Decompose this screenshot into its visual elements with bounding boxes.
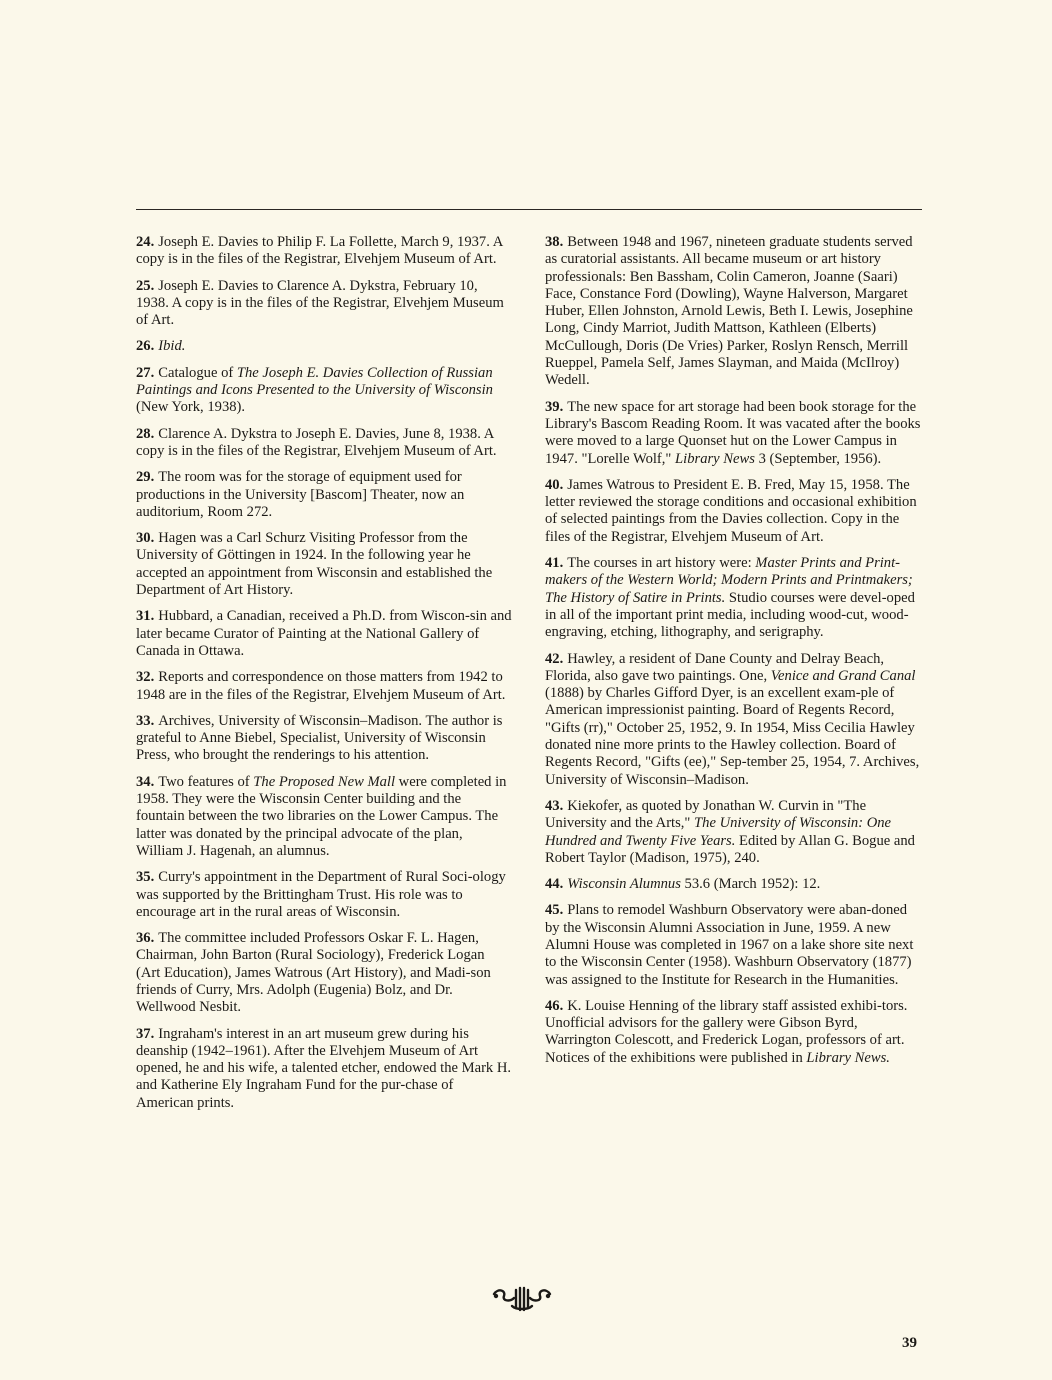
footnote-27 <box>136 365 512 417</box>
footnote-number: 24. <box>136 234 155 250</box>
footnote-34 <box>136 774 512 860</box>
footnote-text: Clarence A. Dykstra to Joseph E. Davies, June 8, 1938. A copy is in the files of the Registrar, Elvehjem Museum of Art. <box>136 425 497 459</box>
footnote-number: 38. <box>545 234 564 250</box>
footnote-number: 29. <box>136 469 155 486</box>
footnote-italic-text: Ibid. <box>158 338 186 355</box>
footnote-41 <box>545 555 921 641</box>
footnote-30 <box>136 530 512 599</box>
footnote-32 <box>136 669 512 704</box>
footnote-number: 34. <box>136 773 155 790</box>
footnote-text: Edited by Allan G. Bogue and Robert Taylor (Madison, 1975), 240. <box>545 832 915 866</box>
footnote-number: 31. <box>136 608 155 625</box>
footnote-44 <box>545 876 921 893</box>
footnote-text: Joseph E. Davies to Clarence A. Dykstra, February 10, 1938. A copy is in the files of the Registrar, Elvehjem Museum of Art. <box>136 277 504 329</box>
footnote-text: Catalogue of <box>158 364 237 381</box>
footnote-text: Between 1948 and 1967, nineteen graduate students served as curatorial assistants. All became museum or art history professionals: Ben Bassham, Colin Cameron, Joanne (Saari) Face, Constance Ford (Dowling), Wayne Halverson, Margaret Huber, Ellen Johnston, Arnold Lewis, Beth I. Lewis, Josephine Long, Cindy Marriot, Judith Mattson, Kathleen (Elberts) McCullough, Doris (De Vries) Parker, Roslyn Rensch, Merrill Rueppel, Pamela Self, James Slayman, and Maida (McIlroy) Wedell. <box>545 234 913 389</box>
footnote-text: The committee included Professors Oskar F. L. Hagen, Chairman, John Barton (Rural Sociology), Frederick Logan (Art Education), James Watrous (Art History), and Madi-son friends of Curry, Mrs. Adolph (Eugenia) Bolz, and Dr. Wellwood Nesbit. <box>136 930 491 1016</box>
page-number: 39 <box>902 1335 917 1351</box>
footnote-42 <box>545 651 921 789</box>
footnote-number: 33. <box>136 712 155 729</box>
footnote-text: Plans to remodel Washburn Observatory were aban-doned by the Wisconsin Alumni Association in June, 1959. A new Alumni House was completed in 1967 on a lake shore site next to the Wisconsin Center (1958). Washburn Observatory (1877) was assigned to the Institute for Research in the Humanities. <box>545 902 914 988</box>
footnote-text: (New York, 1938). <box>136 399 246 416</box>
footnote-italic-text: Venice and Grand Canal <box>770 667 916 684</box>
footnote-40 <box>545 477 921 546</box>
footnote-number: 43. <box>545 797 564 814</box>
footnote-number: 35. <box>136 869 155 886</box>
footnote-43 <box>545 798 921 867</box>
footnote-35 <box>136 869 512 921</box>
footnote-italic-text: The Joseph E. Davies Collection of Russian Paintings and Icons Presented to the University of Wisconsin <box>136 364 493 399</box>
footnote-text: Reports and correspondence on those matters from 1942 to 1948 are in the files of the Registrar, Elvehjem Museum of Art. <box>136 669 506 703</box>
footnote-29 <box>136 469 512 521</box>
footnote-text: K. Louise Henning of the library staff assisted exhibi-tors. Unofficial advisors for the gallery were Gibson Byrd, Warrington Colescott, and Frederick Logan, professors of art. Notices of the exhibitions were published in <box>545 997 908 1066</box>
footnote-number: 32. <box>136 669 155 686</box>
footnote-text: Archives, University of Wisconsin–Madison. The author is grateful to Anne Biebel, Specialist, University of Wisconsin Press, who brought the renderings to his attention. <box>136 712 503 764</box>
footnote-36 <box>136 930 512 1016</box>
footnote-number: 26. <box>136 338 155 355</box>
footnote-number: 45. <box>545 902 564 919</box>
footnote-text: Curry's appointment in the Department of Rural Soci-ology was supported by the Brittingham Trust. His role was to encourage art in the rural areas of Wisconsin. <box>136 869 506 920</box>
footnote-number: 40. <box>545 476 564 493</box>
footnote-text: Two features of <box>158 773 254 790</box>
footnote-number: 42. <box>545 650 564 667</box>
footnote-text: Joseph E. Davies to Philip F. La Follette, March 9, 1937. A copy is in the files of the Registrar, Elvehjem Museum of Art. <box>136 234 503 268</box>
footnote-26 <box>136 338 512 355</box>
footnote-number: 41. <box>545 555 564 572</box>
footnote-number: 27. <box>136 364 155 381</box>
footnote-text: The courses in art history were: <box>567 555 756 572</box>
footnote-text: (1888) by Charles Gifford Dyer, is an excellent exam-ple of American impressionist painting. Board of Regents Record, "Gifts (rr)," October 25, 1952, 9. In 1954, Miss Cecilia Hawley donated nine more prints to the Hawley collection. Board of Regents Record, "Gifts (ee)," Sep-tember 25, 1954, 7. Archives, University of Wisconsin–Madison. <box>545 685 920 788</box>
footnote-24 <box>136 234 512 269</box>
footnote-italic-text: Library News. <box>806 1049 890 1066</box>
footnote-33 <box>136 713 512 765</box>
footnote-number: 37. <box>136 1025 155 1042</box>
footnote-text: Hagen was a Carl Schurz Visiting Professor from the University of Göttingen in 1924. In the following year he accepted an appointment from Wisconsin and established the Department of Art History. <box>136 530 493 599</box>
footnote-37 <box>136 1026 512 1112</box>
footnote-text: Kiekofer, as quoted by Jonathan W. Curvin in "The University and the Arts," <box>545 797 867 832</box>
footnote-46 <box>545 998 921 1067</box>
footnote-text: were completed in 1958. They were the Wisconsin Center building and the fountain between the two libraries on the Lower Campus. The latter was donated by the principal advocate of the plan, William J. Hagenah, an alumnus. <box>136 773 507 859</box>
footnote-italic-text: Library News <box>675 450 755 467</box>
footnote-31 <box>136 608 512 660</box>
fleuron-ornament-icon <box>490 1284 554 1312</box>
footnote-number: 46. <box>545 997 564 1014</box>
footnote-number: 30. <box>136 530 155 547</box>
notes-column-left <box>136 234 512 1121</box>
footnote-45 <box>545 902 921 988</box>
footnote-28 <box>136 426 512 461</box>
footnote-text: James Watrous to President E. B. Fred, May 15, 1958. The letter reviewed the storage conditions and occasional exhibition of selected paintings from the Davies collection. Copy in the files of the Registrar, Elvehjem Museum of Art. <box>545 476 917 545</box>
footnote-25 <box>136 278 512 330</box>
footnote-number: 25. <box>136 277 155 294</box>
footnote-text: Hubbard, a Canadian, received a Ph.D. from Wiscon-sin and later became Curator of Painting at the National Gallery of Canada in Ottawa. <box>136 608 512 659</box>
footnote-text: 3 (September, 1956). <box>754 450 882 467</box>
footnote-38 <box>545 234 921 390</box>
footnote-39 <box>545 399 921 468</box>
footnote-text: The room was for the storage of equipment used for productions in the University [Bascom] Theater, now an auditorium, Room 272. <box>136 469 465 520</box>
footnote-text: The new space for art storage had been book storage for the Library's Bascom Reading Room. It was vacated after the books were moved to a large Quonset hut on the Lower Campus in 1947. "Lorelle Wolf," <box>545 398 921 467</box>
notes-column-right <box>545 234 921 1076</box>
footnote-italic-text: The University of Wisconsin: One Hundred and Twenty Five Years. <box>545 815 892 849</box>
footnote-number: 44. <box>545 876 564 893</box>
footnote-text: 53.6 (March 1952): 12. <box>680 876 821 893</box>
footnote-text: Hawley, a resident of Dane County and Delray Beach, Florida, also gave two paintings. One, <box>545 650 885 684</box>
footnote-text: Studio courses were devel-oped in all of the important print media, including wood-cut, wood-engraving, etching, lithography, and serigraphy. <box>545 589 915 641</box>
footnote-number: 39. <box>545 398 564 415</box>
footnote-number: 28. <box>136 425 155 442</box>
header-rule <box>136 209 922 210</box>
footnote-number: 36. <box>136 930 155 947</box>
footnote-italic-text: Wisconsin Alumnus <box>567 876 681 893</box>
footnote-text: Ingraham's interest in an art museum grew during his deanship (1942–1961). After the Elvehjem Museum of Art opened, he and his wife, a talented etcher, endowed the Mark H. and Katherine Ely Ingraham Fund for the pur-chase of American prints. <box>136 1025 512 1111</box>
footnote-italic-text: The Proposed New Mall <box>253 773 396 790</box>
footnote-italic-text: Master Prints and Print-makers of the Western World; Modern Prints and Printmakers; The History of Satire in Prints. <box>545 555 913 606</box>
